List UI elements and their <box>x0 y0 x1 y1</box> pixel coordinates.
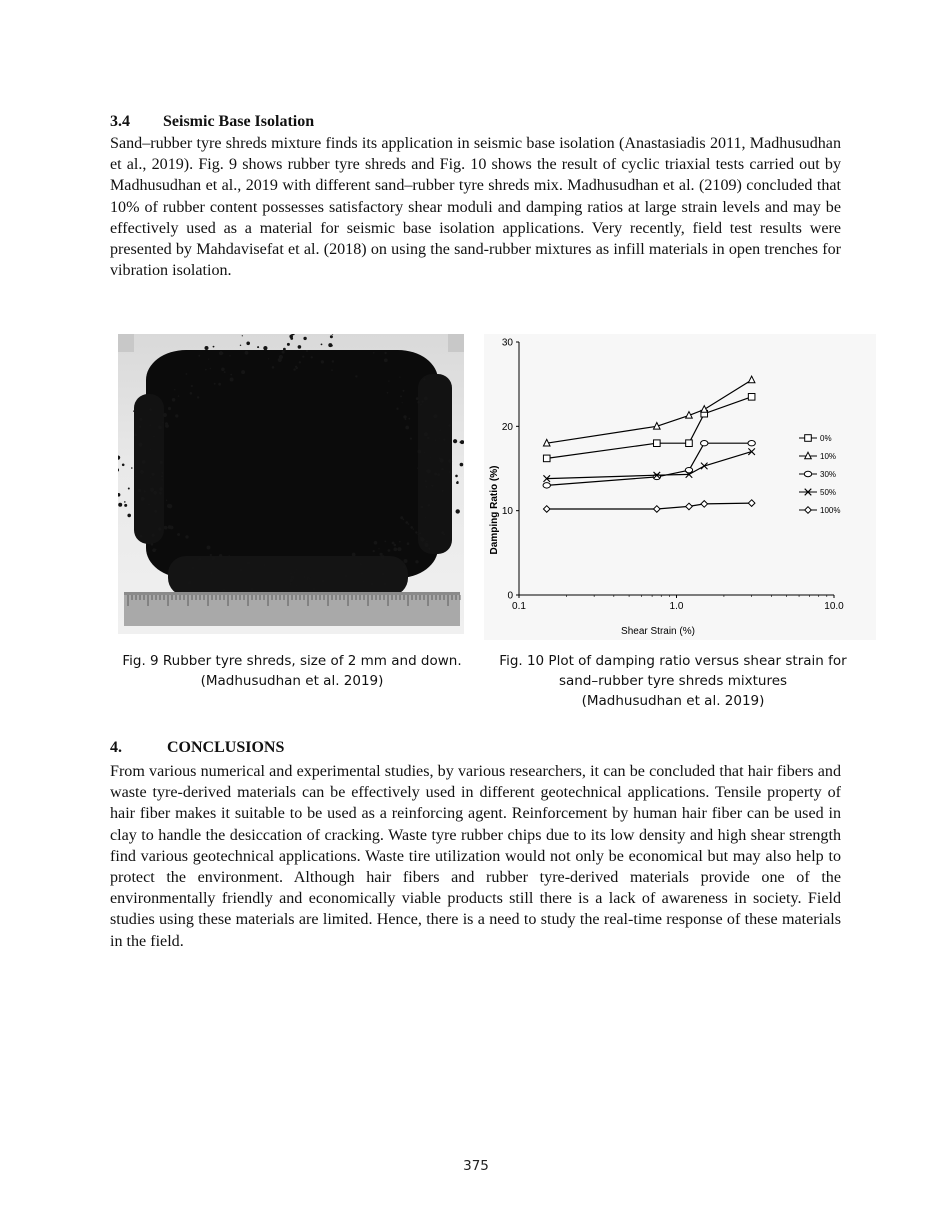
shred-speck <box>437 473 440 476</box>
shred-speck <box>239 569 242 572</box>
section-paragraph: From various numerical and experimental studies, by various researchers, it can be concluded that hair fibers and waste tyre-derived materials can be effectively used in different geotechnical applications. Tensile property of hair fiber makes it suitable to be used as a reinforcing agent. Reinforcement by human hair fiber can be used in clay to handle the desiccation of cracking. Waste tyre rubber chips due to its low density and high shear strength find various geotechnical applications. Waste tire utilization would not only be economical but may also help to protect the environment. Although hair fibers and rubber tyre-derived materials provide one of the environmentally friendly and economically viable products still there is a lack of awareness in society. Field studies using these materials are limited. Hence, there is a need to study the real-time response of these materials in the field. <box>110 763 841 950</box>
shred-speck <box>403 415 406 418</box>
shred-speck <box>165 424 169 428</box>
shred-speck <box>399 377 400 378</box>
shred-speck <box>140 470 143 473</box>
shred-speck <box>328 343 332 347</box>
shred-speck <box>321 344 323 346</box>
shred-speck <box>135 476 137 478</box>
data-point <box>748 441 755 446</box>
shred-speck <box>434 473 437 476</box>
data-point <box>701 406 708 413</box>
data-point <box>748 448 755 455</box>
shred-speck <box>312 588 315 591</box>
shred-speck <box>330 335 333 338</box>
shred-speck <box>214 383 216 385</box>
shred-speck <box>295 568 297 570</box>
section-heading-4 <box>110 738 284 758</box>
shred-speck <box>402 402 403 403</box>
shred-speck <box>402 566 405 569</box>
shred-speck <box>302 356 304 358</box>
shred-speck <box>376 559 378 561</box>
shred-speck <box>425 543 429 547</box>
x-tick-label: 10.0 <box>824 601 844 612</box>
shred-speck <box>151 543 154 546</box>
shred-speck <box>415 531 417 533</box>
data-point <box>543 506 550 513</box>
shred-speck <box>439 429 441 431</box>
shred-speck <box>417 534 418 535</box>
shred-speck <box>425 517 427 519</box>
shred-speck <box>161 475 163 477</box>
shred-speck <box>460 463 464 467</box>
data-point <box>701 441 708 446</box>
legend-label: 10% <box>820 452 837 461</box>
shred-speck <box>451 461 453 463</box>
page-number: 375 <box>463 1158 489 1174</box>
shred-speck <box>218 383 221 386</box>
shred-speck <box>242 335 243 336</box>
shred-speck <box>153 436 155 438</box>
shred-speck <box>400 395 402 397</box>
shred-speck <box>177 533 180 536</box>
shred-speck <box>438 438 439 439</box>
legend-label: 30% <box>820 470 837 479</box>
shred-speck <box>306 350 308 352</box>
series-line <box>547 380 752 443</box>
shred-speck <box>198 355 200 357</box>
shred-speck <box>149 424 151 426</box>
shred-speck <box>405 426 409 430</box>
section-title: Seismic Base Isolation <box>163 113 315 130</box>
legend-marker <box>805 435 812 442</box>
shred-speck <box>293 368 295 370</box>
shred-speck <box>420 404 422 406</box>
shred-speck <box>152 534 155 537</box>
shred-speck <box>403 519 405 521</box>
shred-speck <box>241 370 245 374</box>
shred-speck <box>191 385 193 387</box>
shred-speck <box>283 348 286 351</box>
shred-speck <box>435 440 437 442</box>
shred-speck <box>418 450 422 454</box>
data-point <box>686 440 693 447</box>
shred-speck <box>207 546 211 550</box>
shred-speck <box>425 480 427 482</box>
shred-speck <box>289 583 292 586</box>
shred-speck <box>205 346 209 350</box>
shred-speck <box>321 579 324 582</box>
shred-speck <box>287 343 290 346</box>
shred-speck <box>219 351 223 355</box>
data-point <box>686 503 693 510</box>
legend-label: 0% <box>820 434 832 443</box>
shred-speck <box>440 458 444 462</box>
shred-speck <box>166 500 167 501</box>
shred-speck <box>417 401 420 404</box>
section-title: CONCLUSIONS <box>167 739 285 756</box>
shred-speck <box>185 535 188 538</box>
shred-speck <box>374 541 378 545</box>
shred-speck <box>159 487 163 491</box>
shred-speck <box>455 475 458 478</box>
shred-speck <box>404 559 408 563</box>
shred-speck <box>257 346 259 348</box>
shred-speck <box>174 389 175 390</box>
shred-speck <box>359 563 362 566</box>
shred-speck <box>240 345 241 346</box>
shred-speck <box>443 533 445 535</box>
shred-speck <box>263 346 267 350</box>
shred-speck <box>422 400 424 402</box>
shreds-pile <box>118 334 464 600</box>
shred-speck <box>148 504 150 506</box>
legend-label: 50% <box>820 488 837 497</box>
shred-speck <box>373 352 375 354</box>
shred-speck <box>380 553 383 556</box>
shred-speck <box>188 581 192 585</box>
y-tick-label: 10 <box>501 506 513 518</box>
shred-speck <box>122 464 125 467</box>
shred-speck <box>168 504 172 508</box>
shred-speck <box>405 521 408 524</box>
shred-speck <box>138 443 142 447</box>
shred-speck <box>153 491 157 495</box>
shred-speck <box>212 556 216 560</box>
shred-speck <box>409 418 411 420</box>
shred-speck <box>198 557 201 560</box>
shred-speck <box>245 351 249 355</box>
shred-speck <box>298 345 302 349</box>
shred-speck <box>428 548 430 550</box>
shred-speck <box>210 554 212 556</box>
shred-speck <box>118 503 122 507</box>
shred-speck <box>441 468 444 471</box>
shred-speck <box>150 477 151 478</box>
shred-speck <box>139 426 141 428</box>
shred-speck <box>303 576 305 578</box>
shred-speck <box>263 564 266 567</box>
shred-speck <box>168 407 171 410</box>
shred-speck <box>388 380 389 381</box>
shred-speck <box>266 579 268 581</box>
data-point <box>543 455 550 462</box>
legend-label: 100% <box>820 506 841 515</box>
shred-speck <box>311 356 313 358</box>
shred-speck <box>448 424 451 427</box>
shred-speck <box>449 471 451 473</box>
shred-speck <box>424 396 428 400</box>
shred-speck <box>149 408 152 411</box>
shred-speck <box>159 492 162 495</box>
shred-speck <box>413 528 414 529</box>
shred-speck <box>433 414 437 418</box>
shred-speck <box>164 526 168 530</box>
shred-speck <box>139 418 142 421</box>
section-number: 4. <box>110 739 122 756</box>
shred-speck <box>303 337 306 340</box>
shred-speck <box>425 486 427 488</box>
shred-speck <box>361 572 364 575</box>
series-line <box>547 503 752 509</box>
shred-speck <box>423 378 425 380</box>
shred-speck <box>321 360 324 363</box>
shred-speck <box>118 493 120 497</box>
shred-speck <box>162 479 164 481</box>
shred-speck <box>118 456 120 460</box>
data-point <box>748 394 755 401</box>
shred-speck <box>419 532 421 534</box>
shred-speck <box>282 351 285 354</box>
series-line <box>547 443 752 485</box>
shred-speck <box>268 358 269 359</box>
shred-speck <box>191 567 194 570</box>
shred-speck <box>127 514 131 518</box>
data-point <box>748 500 755 507</box>
shred-speck <box>229 555 230 556</box>
y-tick-label: 30 <box>501 337 513 349</box>
caption-line: sand–rubber tyre shreds mixtures <box>558 673 788 689</box>
shred-speck <box>381 555 385 559</box>
shred-speck <box>143 490 145 492</box>
shred-speck <box>456 509 460 513</box>
shred-speck <box>133 411 134 412</box>
shred-speck <box>213 346 215 348</box>
shred-speck <box>442 490 444 492</box>
shred-speck <box>397 547 401 551</box>
shred-speck <box>141 497 145 501</box>
x-tick-label: 1.0 <box>669 601 684 612</box>
shred-speck <box>295 366 297 368</box>
shred-speck <box>424 451 426 453</box>
rubber-tyre-shreds-photo <box>118 334 464 634</box>
shred-speck <box>453 439 457 443</box>
shred-speck <box>208 359 209 360</box>
shred-speck <box>315 581 316 582</box>
shred-speck <box>297 573 299 575</box>
x-tick-label: 0.1 <box>512 601 526 612</box>
shred-speck <box>373 550 375 552</box>
shred-speck <box>424 432 428 436</box>
data-point <box>654 506 661 513</box>
shred-speck <box>309 578 311 580</box>
shred-speck <box>250 587 253 590</box>
shred-speck <box>152 548 156 552</box>
shred-speck <box>142 460 146 464</box>
y-tick-label: 0 <box>507 590 513 602</box>
shred-speck <box>460 441 462 443</box>
figure-10-caption <box>492 651 854 711</box>
x-axis-label: Shear Strain (%) <box>621 626 695 637</box>
shred-speck <box>384 352 386 354</box>
caption-line: Fig. 10 Plot of damping ratio versus shear strain for <box>499 653 847 669</box>
shred-speck <box>172 398 176 402</box>
shred-speck <box>430 457 431 458</box>
shred-speck <box>232 583 233 584</box>
shred-speck <box>410 438 412 440</box>
shred-speck <box>332 360 334 362</box>
damping-ratio-chart <box>484 334 876 640</box>
shred-speck <box>152 473 155 476</box>
shred-speck <box>160 461 163 464</box>
shred-speck <box>247 561 250 564</box>
shred-speck <box>197 396 199 398</box>
shred-speck <box>394 544 397 547</box>
shred-speck <box>416 397 419 400</box>
shred-speck <box>299 361 301 363</box>
shred-speck <box>150 449 151 450</box>
shred-speck <box>408 523 410 525</box>
shred-speck <box>154 510 157 513</box>
shred-speck <box>131 467 133 469</box>
shred-speck <box>384 541 386 543</box>
shred-speck <box>200 565 202 567</box>
shred-speck <box>150 488 154 492</box>
y-axis-label: Damping Ratio (%) <box>489 465 500 555</box>
shred-speck <box>420 537 424 541</box>
shred-speck <box>210 368 211 369</box>
figure-9-caption <box>114 651 470 691</box>
shred-speck <box>221 368 225 372</box>
shred-speck <box>134 433 137 436</box>
shred-speck <box>128 488 130 490</box>
shred-speck <box>168 525 172 529</box>
shred-speck <box>426 541 428 543</box>
shred-speck <box>210 572 213 575</box>
shred-speck <box>272 366 275 369</box>
shred-speck <box>332 334 334 335</box>
shred-speck <box>415 560 418 563</box>
shred-speck <box>387 392 389 394</box>
shred-speck <box>230 374 232 376</box>
legend-marker <box>804 471 811 476</box>
shred-speck <box>124 501 126 503</box>
section-paragraph: Sand–rubber tyre shreds mixture finds its application in seismic base isolation (Anastasiadis 2011, Madhusudhan et al., 2019). Fig. 9 shows rubber tyre shreds and Fig. 10 shows the result of cyclic triaxial tests carried out by Madhusudhan et al., 2019 with different sand–rubber tyre shreds mix. Madhusudhan et al. (2109) concluded that 10% of rubber content possesses satisfactory shear moduli and damping ratios at large strain levels and may be effectively used as a material for seismic base isolation applications. Very recently, field test results were presented by Mahdavisefat et al. (2018) on using the sand-rubber mixtures as infill materials in open trenches for vibration isolation. <box>110 135 841 280</box>
shred-speck <box>410 526 413 529</box>
shred-speck <box>186 373 188 375</box>
data-point <box>748 376 755 383</box>
data-point <box>654 440 661 447</box>
shred-speck <box>427 469 431 473</box>
shred-speck <box>457 481 458 482</box>
shred-speck <box>383 582 386 585</box>
shred-speck <box>396 408 398 410</box>
legend-marker <box>805 507 812 514</box>
shred-speck <box>428 504 431 507</box>
shred-speck <box>178 395 179 396</box>
shred-speck <box>124 504 127 507</box>
shred-speck <box>161 472 163 474</box>
shred-speck <box>295 584 298 587</box>
shred-speck <box>140 535 143 538</box>
section-heading-3-4 <box>110 112 314 132</box>
shred-speck <box>370 582 373 585</box>
shred-speck <box>399 541 401 543</box>
shred-speck <box>331 369 333 371</box>
shred-speck <box>230 378 234 382</box>
shred-speck <box>138 489 141 492</box>
shred-speck <box>224 371 226 373</box>
shred-speck <box>420 506 423 509</box>
shred-speck <box>219 554 222 557</box>
shred-speck <box>294 571 296 573</box>
shred-speck <box>427 437 430 440</box>
shred-speck <box>403 390 405 392</box>
shred-speck <box>246 342 250 346</box>
ruler <box>124 592 460 626</box>
shred-speck <box>352 553 356 557</box>
shred-speck <box>158 527 161 530</box>
shred-speck <box>443 439 445 441</box>
shred-speck <box>348 559 350 561</box>
shred-speck <box>355 375 357 377</box>
shred-speck <box>363 580 365 582</box>
caption-line: Fig. 9 Rubber tyre shreds, size of 2 mm and down. <box>122 653 462 669</box>
shred-speck <box>345 575 348 578</box>
shred-speck <box>175 414 178 417</box>
shred-speck <box>290 572 293 575</box>
y-tick-label: 20 <box>501 421 513 433</box>
shred-speck <box>417 468 418 469</box>
caption-line: (Madhusudhan et al. 2019) <box>200 673 384 689</box>
series-line <box>547 452 752 479</box>
shred-speck <box>205 369 207 371</box>
shred-speck <box>229 355 230 356</box>
shred-speck <box>407 542 410 545</box>
shred-speck <box>163 413 167 417</box>
shred-speck <box>384 358 388 362</box>
shred-speck <box>378 548 379 549</box>
shred-speck <box>289 578 293 582</box>
shred-speck <box>279 355 283 359</box>
shred-speck <box>190 392 193 395</box>
shred-speck <box>158 426 162 430</box>
data-point <box>543 483 550 488</box>
shred-speck <box>382 572 385 575</box>
data-point <box>701 463 708 470</box>
shred-speck <box>162 422 164 424</box>
shred-speck <box>431 485 433 487</box>
data-point <box>701 501 708 508</box>
section-number: 3.4 <box>110 113 130 130</box>
shred-speck <box>388 549 391 552</box>
shred-speck <box>118 468 119 471</box>
shred-speck <box>393 547 397 551</box>
caption-line: (Madhusudhan et al. 2019) <box>581 693 765 709</box>
